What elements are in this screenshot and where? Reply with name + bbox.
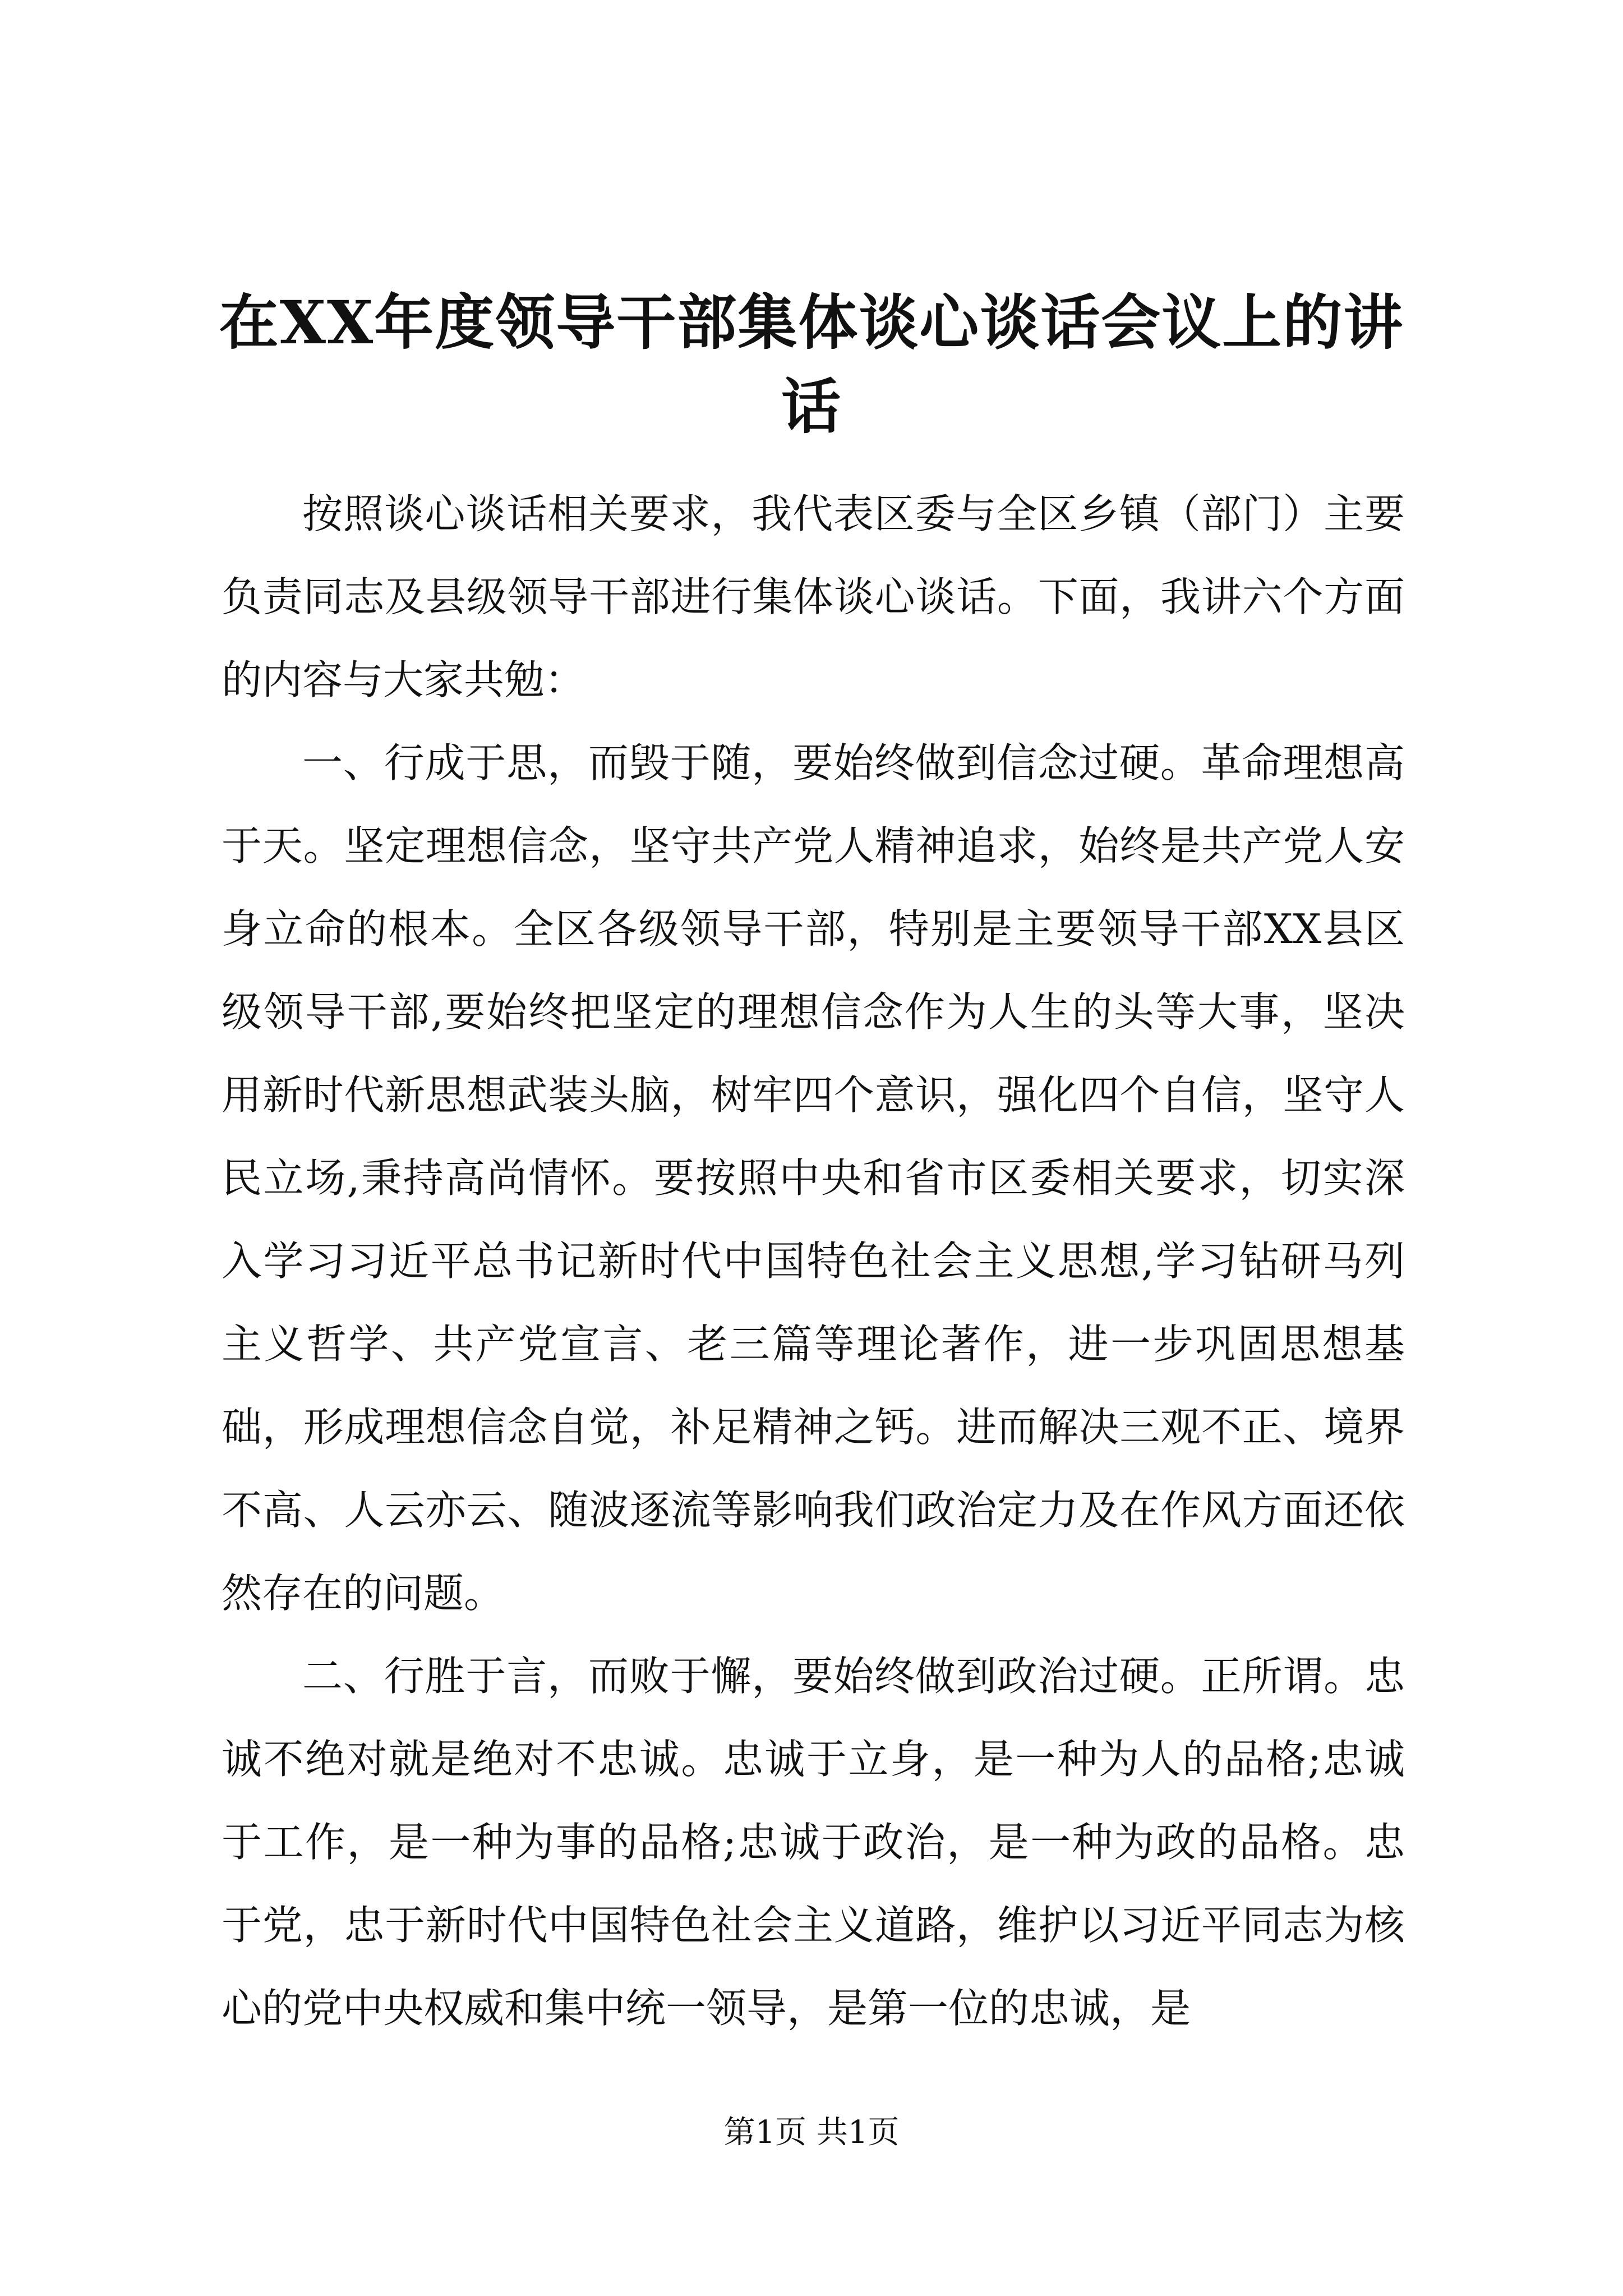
paragraph-intro: 按照谈心谈话相关要求，我代表区委与全区乡镇（部门）主要负责同志及县级领导干部进行集体谈心谈话。下面，我讲六个方面的内容与大家共勉：	[222, 490, 1405, 703]
title-line-1: 在XX年度领导干部集体谈心谈话会议上的讲	[219, 287, 1404, 357]
paragraph-section-1: 一、行成于思，而毁于随，要始终做到信念过硬。革命理想高于天。坚定理想信念，坚守共产党人精神追求，始终是共产党人安身立命的根本。全区各级领导干部，特别是主要领导干部XX县区级领导干部,要始终把坚定的理想信念作为人生的头等大事，坚决用新时代新思想武装头脑，树牢四个意识，强化四个自信，坚守人民立场,秉持高尚情怀。要按照中央和省市区委相关要求，切实深入学习习近平总书记新时代中国特色社会主义思想,学习钻研马列主义哲学、共产党宣言、老三篇等理论著作，进一步巩固思想基础，形成理想信念自觉，补足精神之钙。进而解决三观不正、境界不高、人云亦云、随波逐流等影响我们政治定力及在作风方面还依然存在的问题。	[222, 739, 1405, 1617]
document-title	[213, 280, 1410, 449]
title-line-2: 话	[781, 371, 842, 441]
paragraph-section-2: 二、行胜于言，而败于懈，要始终做到政治过硬。正所谓。忠诚不绝对就是绝对不忠诚。忠诚于立身，是一种为人的品格;忠诚于工作，是一种为事的品格;忠诚于政治，是一种为政的品格。忠于党，忠于新时代中国特色社会主义道路，维护以习近平同志为核心的党中央权威和集中统一领导，是第一位的忠诚，是	[222, 1653, 1405, 2032]
document-body	[222, 472, 1405, 2050]
page-number-footer: 第1页 共1页	[723, 2114, 900, 2151]
